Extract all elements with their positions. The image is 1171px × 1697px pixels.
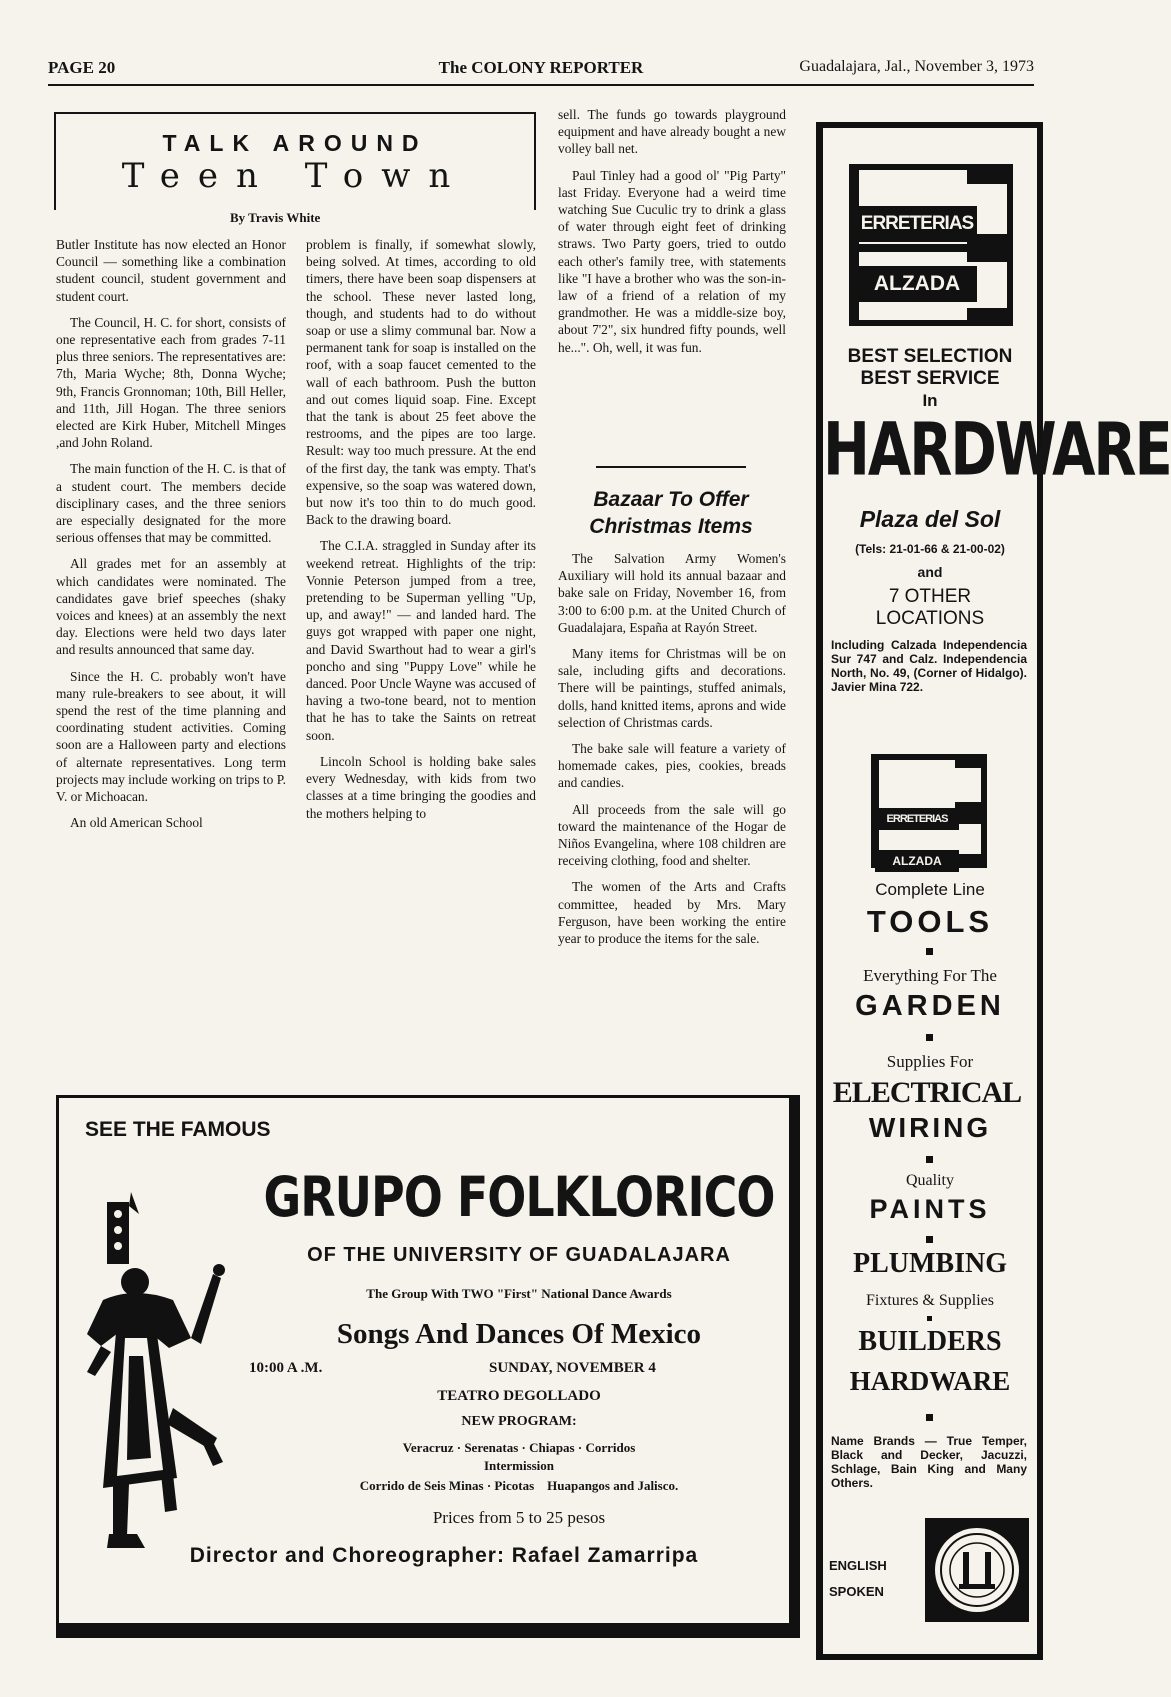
event-time: 10:00 A .M. <box>249 1360 323 1376</box>
paragraph: sell. The funds go towards playground equipment and have already bought a new volley ball net. <box>558 107 786 157</box>
builders-heading: BUILDERS <box>858 1326 1002 1357</box>
ad-line: Complete Line <box>875 880 985 899</box>
page-number: PAGE 20 <box>48 58 116 77</box>
paper-name: The COLONY REPORTER <box>438 58 644 77</box>
bullet-icon <box>926 948 933 955</box>
program-heading: NEW PROGRAM: <box>461 1414 577 1429</box>
english-label: ENGLISH <box>829 1558 887 1573</box>
venue: TEATRO DEGOLLADO <box>437 1388 601 1404</box>
paragraph: All grades met for an assembly at which candidates were nominated. The candidates gave brief speeches (shaky voices and knees) at an assembly the next day. Elections were held two days later and results announced that same day. <box>56 556 286 658</box>
column-header-box <box>54 112 536 210</box>
ad-line: and <box>917 564 943 580</box>
column-title: TALK AROUND <box>162 130 428 156</box>
spoken-label: SPOKEN <box>829 1584 884 1599</box>
paragraph: Since the H. C. probably won't have many rule-breakers to see about, it will spend the rest of the time planning and coordinating student activities. Coming soon are a Halloween party and elections of alternate representatives. Long term projects may include working on trips to P. V. or Michoacan. <box>56 668 286 805</box>
dancer-illustration <box>73 1188 243 1568</box>
event-date: SUNDAY, NOVEMBER 4 <box>489 1360 656 1376</box>
ad-line: Supplies For <box>886 1052 974 1071</box>
paragraph: The Salvation Army Women's Auxiliary will hold its annual bazaar and bake sale on Friday, November 16, from 3:00 to 6:00 p.m. at the United Church of Guadalajara, España at Rayón Street. <box>558 551 786 635</box>
electrical-heading: ELECTRICAL <box>832 1076 1022 1109</box>
awards-line: The Group With TWO "First" National Dance Awards <box>366 1286 672 1301</box>
paragraph: The main function of the H. C. is that of a student court. The members decide disciplinary cases, and the three seniors are especially designated for the more serious offenses that may be committed. <box>56 461 286 546</box>
folklorico-advertisement <box>56 1095 800 1638</box>
bullet-icon <box>927 1316 932 1321</box>
paragraph: Many items for Christmas will be on sale, including gifts and decorations. There will be paintings, stuffed animals, dolls, hand knitted items, aprons and wide selection of Christmas cards. <box>558 646 786 730</box>
wiring-heading: WIRING <box>868 1112 992 1143</box>
hardware-heading-2: HARDWARE <box>849 1366 1011 1396</box>
bullet-icon <box>926 1236 933 1243</box>
paragraph: The women of the Arts and Crafts committee, headed by Mrs. Mary Ferguson, have been working the entire year to produce the items for the sale. <box>558 879 786 947</box>
small-logo-text-bottom: ALZADA <box>875 850 959 872</box>
program-line-1: Veracruz · Serenatas · Chiapas · Corridos <box>402 1440 636 1455</box>
phone-numbers: (Tels: 21-01-66 & 21-00-02) <box>855 542 1005 556</box>
article-column-3 <box>558 106 786 458</box>
locations-list: Including Calzada Independencia Sur 747 and Calz. Independencia North, No. 49, (Corner of Hidalgo). Javier Mina 722. <box>831 638 1027 694</box>
bullet-icon <box>926 1034 933 1041</box>
ad-line: BEST SERVICE <box>860 368 1000 389</box>
director-line: Director and Choreographer: Rafael Zamarripa <box>189 1544 699 1567</box>
logo-text-top: ERRETERIAS <box>857 206 977 242</box>
tools-heading: TOOLS <box>866 904 994 939</box>
hardware-heading: HARDWARE <box>823 408 1171 493</box>
paragraph: The Council, H. C. for short, consists of one representative each from grades 7-11 plus three seniors. The representatives are: 7th, Maria Wyche; 8th, Donna Wyche; 9th, Francis Gronnoman; 10th, Bill Heller, and 11th, Jill Hogan. The three seniors elected are Kirk Huber, Mitchell Minges ,and John Roland. <box>56 314 286 451</box>
ad-line: In <box>922 391 938 410</box>
see-the-famous: SEE THE FAMOUS <box>85 1118 271 1141</box>
small-logo-text-top: ERRETERIAS <box>875 808 959 830</box>
bullet-icon <box>926 1156 933 1163</box>
group-name: GRUPO FOLKLORICO <box>263 1164 775 1230</box>
paragraph: Butler Institute has now elected an Honor Council — something like a combination student council, student government and student court. <box>56 237 286 304</box>
paints-heading: PAINTS <box>869 1194 991 1224</box>
paragraph: problem is finally, if somewhat slowly, being solved. At times, according to old timers, there have been soap dispensers at the school. These never lasted long, though, and students had to do without soap or use a slimy communal bar. Now a permanent tank for soap is installed on the roof, with a soap faucet cemented to the wall of each bathroom. Push the button and out comes liquid soap. Fine. Except that the tank is about 25 feet above the restrooms, and the pipes are too large. Result: way too much pressure. At the end of the first day, the tank was empty. That's expensive, so the soap was watered down, but now it's too thin to do much good. Back to the drawing board. <box>306 237 536 528</box>
intermission: Intermission <box>483 1458 555 1473</box>
byline: By Travis White <box>230 210 321 225</box>
store-name: Plaza del Sol <box>859 506 1001 532</box>
paragraph: The C.I.A. straggled in Sunday after its weekend retreat. Highlights of the trip: Vonnie Peterson jumped from a tree, pretending to be Superman yelling "Up, up, and away!" — and landed hard. The guys got wrapped with paper one night, and David Swarthout had to wear a girl's poncho and sing "Puppy Love" while he danced. Poor Uncle Wayne was accused of having a two-tone beard, not to mention that he has to take the Saints on retreat soon. <box>306 538 536 743</box>
column-subtitle: Teen Town <box>121 156 469 196</box>
brand-list: Name Brands — True Temper, Black and Decker, Jacuzzi, Schlage, Bain King and Many Others. <box>831 1434 1027 1490</box>
dateline: Guadalajara, Jal., November 3, 1973 <box>799 58 1034 75</box>
ad-line: Fixtures & Supplies <box>865 1292 994 1309</box>
other-locations: 7 OTHER <box>888 586 972 607</box>
paragraph: Paul Tinley had a good ol' "Pig Party" last Friday. Everyone had a weird time watching Sue Cuculic try to drink a glass of water through eight feet of drinking straws. Two Party goers, tried to outdo each other's family tree, with statements like "I have a brother who was the son-in-law of a friend of a relation of my grandmother. He was a middle-size boy, about 7'2", six hundred fifty pounds, well he...". Oh, well, it was fun. <box>558 167 786 355</box>
section-divider <box>596 466 746 468</box>
ad-line: Quality <box>906 1172 954 1189</box>
masthead <box>48 56 1034 86</box>
garden-heading: GARDEN <box>855 990 1005 1022</box>
paragraph: All proceeds from the sale will go toward the maintenance of the Hogar de Niños Evangelina, where 108 children are receiving clothing, food and shelter. <box>558 801 786 869</box>
ad-line: BEST SELECTION <box>847 346 1013 367</box>
paragraph: An old American School <box>70 815 203 831</box>
songs-line: Songs And Dances Of Mexico <box>336 1318 702 1350</box>
logo-text-bottom: ALZADA <box>857 266 977 302</box>
bullet-icon <box>926 1414 933 1421</box>
program-line-2: Corrido de Seis Minas · Picotas Huapangos and Jalisco. <box>359 1478 679 1493</box>
plumbing-heading: PLUMBING <box>853 1248 1007 1279</box>
bazaar-headline: Bazaar To Offer Christmas Items <box>589 488 753 538</box>
other-locations-2: LOCATIONS <box>875 608 985 629</box>
paragraph: Lincoln School is holding bake sales every Wednesday, with kids from two classes at a time bringing the goodies and the mothers helping to <box>306 753 536 821</box>
prices: Prices from 5 to 25 pesos <box>432 1508 606 1527</box>
university-line: OF THE UNIVERSITY OF GUADALAJARA <box>307 1244 731 1266</box>
paragraph: The bake sale will feature a variety of homemade cakes, pies, cookies, breads and candies. <box>558 741 786 791</box>
article-column-2 <box>306 236 536 1078</box>
article-column-1 <box>56 236 286 1078</box>
hardware-advertisement <box>816 122 1171 1660</box>
chamber-seal-icon <box>925 1518 1029 1622</box>
bazaar-article <box>558 550 786 1082</box>
ad-line: Everything For The <box>863 966 997 985</box>
